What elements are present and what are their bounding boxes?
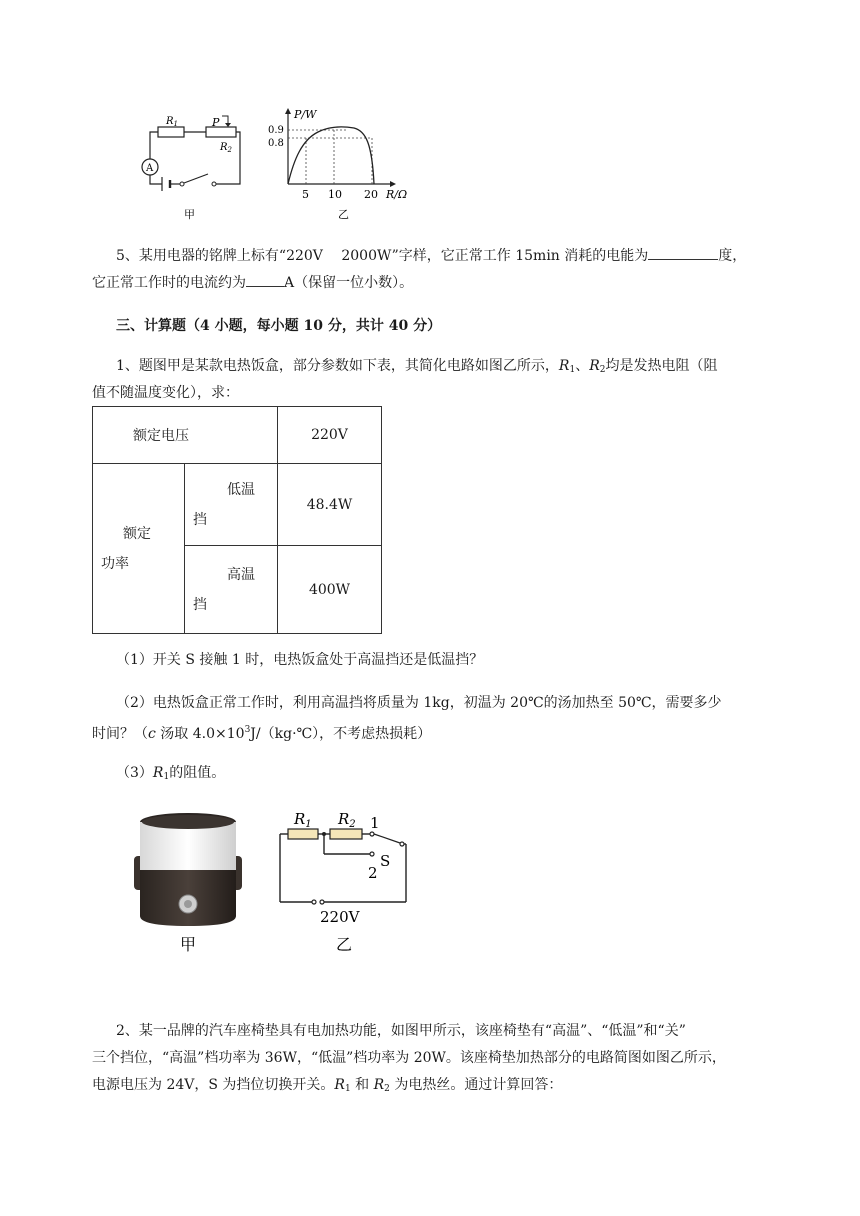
label-220v: 220V [320,908,360,926]
xtick-20: 20 [364,188,378,201]
cell-low-label: 低温 挡 [185,464,278,546]
parameter-table [92,406,382,634]
q5-line-2: 它正常工作时的电流约为 A（保留一位小数）。 [92,272,413,293]
top-circuit-figure [128,112,248,222]
p1-sub-1: （1）开关 S 接触 1 时，电热饭盒处于高温挡还是低温挡？ [116,652,484,668]
label-switch-s: S [380,852,391,870]
p1-line-1: 1、题图甲是某款电热饭盒，部分参数如下表，其简化电路如图乙所示，$R_1$、$R_2$均是发热电阻（阻 [116,358,718,375]
caption-jia-top: 甲 [184,208,195,221]
cell-low-value: 48.4W [278,464,382,546]
label-p: P [212,116,220,129]
p1-sub-3: $(3)R_1$的阻值。 [116,765,226,782]
p2-line-3: 电源电压为 24V，S 为挡位切换开关。$R_1$ 和 $R_2$ 为电热丝。通过计算回答： [92,1077,563,1094]
power-curve [288,127,374,184]
label-r1: $R_1$ [166,116,178,128]
resistor-r2 [206,127,236,137]
label-node-2: 2 [368,864,378,882]
cell-rated-voltage-value: 220V [278,407,382,464]
q5-blank-2[interactable] [246,272,284,287]
label-ammeter: A [146,163,154,174]
lunch-box-figure [132,808,252,958]
section-3-title: 三、计算题（4 小题，每小题 10 分，共计 40 分） [116,318,442,334]
label-node-1: 1 [370,814,380,832]
p1-line-2: 值不随温度变化），求： [92,385,239,401]
cell-high-label: 高温 挡 [185,546,278,634]
caption-yi-top: 乙 [338,208,349,221]
resistor-r1 [158,127,184,137]
graph-ylabel: P/W [294,108,317,121]
q5-blank-1[interactable] [648,245,718,260]
label-r2: $R_2$ [220,142,232,154]
cell-rated-voltage-label: 额定电压 [93,407,278,464]
cell-rated-power-label: 额定 功率 [93,464,185,634]
q5-line-1: 5、某用电器的铭牌上标有“220V 2000W”字样，它正常工作 15min 消耗的电能为 度， [116,245,746,266]
p1-sub-2-line-2: 时间？（c 汤取 $4.0\times 10^3J/(kg\cdot℃)$，不考虑热损耗） [92,725,432,742]
power-resistance-graph [262,104,422,224]
ytick-0-8: 0.8 [268,138,284,149]
label-r2-bottom: $R_2$ [338,810,356,830]
ytick-0-9: 0.9 [268,125,284,136]
lunch-box-circuit [272,806,422,956]
label-r1-bottom: $R_1$ [294,810,312,830]
p1-sub-2-line-1: （2）电热饭盒正常工作时，利用高温挡将质量为 1kg，初温为 20℃的汤加热至 50℃，需要多少 [116,695,722,711]
resistor-r1-bottom [288,829,318,839]
xtick-5: 5 [302,188,309,201]
xtick-10: 10 [328,188,342,201]
resistor-r2-bottom [330,829,362,839]
cell-high-value: 400W [278,546,382,634]
caption-jia-bottom: 甲 [180,935,197,954]
p2-line-2: 三个挡位，“高温”档功率为 36W，“低温”档功率为 20W。该座椅垫加热部分的电路简图如图乙所示， [92,1050,726,1066]
p2-line-1: 2、某一品牌的汽车座椅垫具有电加热功能，如图甲所示，该座椅垫有“高温”、“低温”和“关” [116,1023,686,1039]
caption-yi-bottom: 乙 [336,935,353,954]
graph-xlabel: R/Ω [386,188,408,201]
